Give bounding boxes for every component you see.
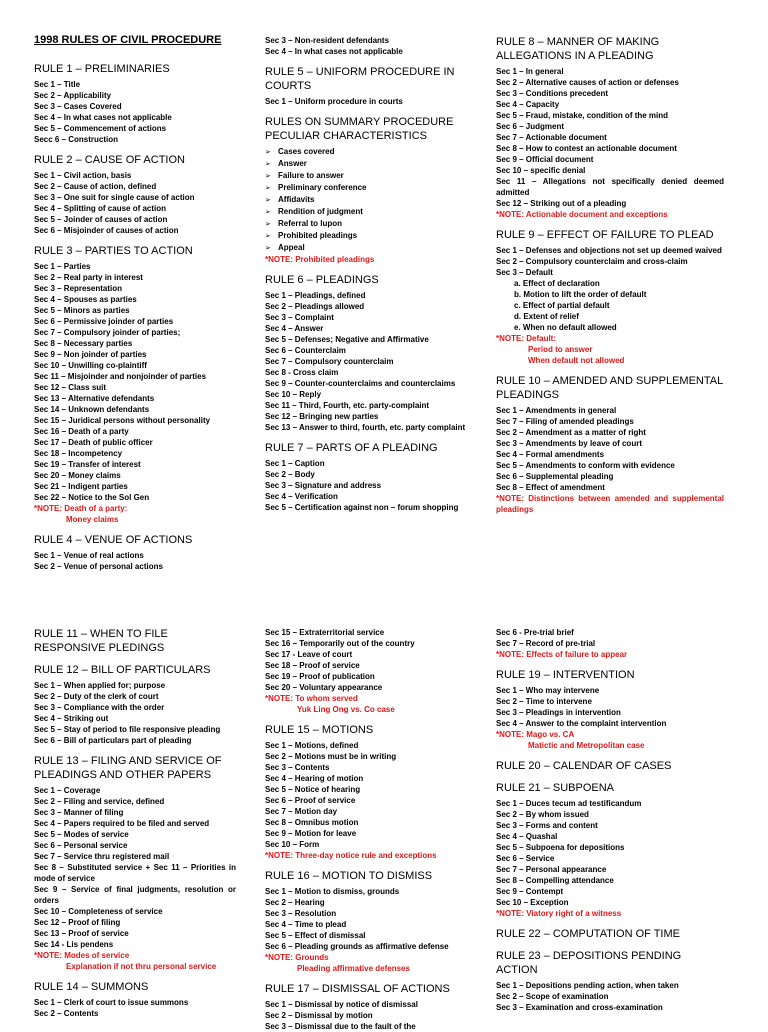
section-line: Sec 5 – Amendments to conform with evidence	[496, 461, 675, 470]
rule-heading: RULE 14 – SUMMONS	[34, 981, 149, 993]
note-line: Pleading affirmative defenses	[297, 964, 410, 973]
rule-section	[496, 228, 724, 366]
section-list	[34, 997, 236, 1019]
section-line: Sec 5 – Joinder of causes of action	[34, 215, 168, 224]
note-line: *NOTE: Default:	[496, 334, 556, 343]
section-line: Sec 3 – Cases Covered	[34, 102, 122, 111]
section-line: Sec 7 – Compulsory joinder of parties;	[34, 328, 181, 337]
section-line: Sec 16 – Temporarily out of the country	[265, 639, 415, 648]
section-line: Sec 12 – Class suit	[34, 383, 107, 392]
section-line: Sec 8 – Omnibus motion	[265, 818, 359, 827]
section-line: Sec 15 – Extraterritorial service	[265, 628, 385, 637]
rule-section	[496, 668, 724, 751]
section-line: Sec 19 – Transfer of interest	[34, 460, 141, 469]
note-line: *NOTE: Mago vs. CA	[496, 730, 575, 739]
section-list	[34, 170, 236, 236]
section-line: Sec 9 – Contempt	[496, 887, 564, 896]
section-line: Sec 5 – Effect of dismissal	[265, 931, 366, 940]
section-line: Sec 1 – Pleadings, defined	[265, 291, 366, 300]
section-line: Sec 2 – Cause of action, defined	[34, 182, 157, 191]
section-line: Sec 9 – Non joinder of parties	[34, 350, 147, 359]
section-line: Sec 3 – Amendments by leave of court	[496, 439, 642, 448]
section-line: d. Extent of relief	[514, 312, 579, 321]
section-line: Sec 3 – Pleadings in intervention	[496, 708, 621, 717]
rule-heading: RULE 1 – PRELIMINARIES	[34, 63, 170, 75]
section-line: Sec 5 – Fraud, mistake, condition of the mind	[496, 111, 669, 120]
section-line: Sec 10 – Exception	[496, 898, 569, 907]
rule-section	[34, 533, 236, 572]
section-line: Sec 1 – Dismissal by notice of dismissal	[265, 1000, 418, 1009]
section-line: Sec 4 – Time to plead	[265, 920, 347, 929]
section-line: Sec 3 – Signature and address	[265, 481, 382, 490]
section-line: Sec 9 – Service of final judgments, resolution or orders	[34, 885, 236, 905]
rule-section	[34, 754, 236, 972]
section-line: Sec 2 – Applicability	[34, 91, 112, 100]
bottom-column-2	[244, 575, 488, 1031]
rule-heading: RULE 23 – DEPOSITIONS PENDING ACTION	[496, 950, 682, 976]
rule-heading: RULE 21 – SUBPOENA	[496, 782, 614, 794]
section-line: Sec 2 – Alternative causes of action or defenses	[496, 78, 679, 87]
section-line: Sec 16 – Death of a party	[34, 427, 129, 436]
bullet-item: ➢ Cases covered	[265, 146, 480, 158]
section-line: Sec 8 – Necessary parties	[34, 339, 133, 348]
section-line: Sec 10 – Reply	[265, 390, 322, 399]
section-line: Sec 6 - Pre-trial brief	[496, 628, 574, 637]
section-line: Sec 4 – Striking out	[34, 714, 109, 723]
rule-section	[34, 244, 236, 525]
section-line: Sec 6 – Bill of particulars part of pleading	[34, 736, 192, 745]
section-line: c. Effect of partial default	[514, 301, 610, 310]
top-column-2	[244, 0, 488, 575]
section-line: Sec 1 – Venue of real actions	[34, 551, 144, 560]
section-line: Sec 5 – Stay of period to file responsive pleading	[34, 725, 221, 734]
bullet-item: ➢ Failure to answer	[265, 170, 480, 182]
section-list	[265, 35, 480, 57]
section-line: b. Motion to lift the order of default	[514, 290, 647, 299]
section-line: Sec 9 – Counter-counterclaims and counterclaims	[265, 379, 456, 388]
rule-heading: RULE 22 – COMPUTATION OF TIME	[496, 928, 680, 940]
section-line: Sec 13 – Alternative defendants	[34, 394, 155, 403]
section-line: Sec 4 – Hearing of motion	[265, 774, 364, 783]
section-line: Sec 3 – Complaint	[265, 313, 334, 322]
section-line: Sec 20 – Money claims	[34, 471, 121, 480]
section-list	[496, 798, 724, 919]
section-line: Sec 3 – Dismissal due to the fault of the	[265, 1022, 416, 1031]
note-line: *NOTE: Viatory right of a witness	[496, 909, 622, 918]
note-line: *NOTE: Actionable document and exceptions	[496, 210, 668, 219]
rule-heading: RULE 13 – FILING AND SERVICE OF PLEADINGS AND OTHER PAPERS	[34, 755, 222, 781]
section-line: Sec 4 – Spouses as parties	[34, 295, 137, 304]
section-line: Sec 1 – Depositions pending action, when taken	[496, 981, 679, 990]
section-line: Sec 11 – Allegations not specifically denied deemed admitted	[496, 177, 724, 197]
rule-heading: RULE 20 – CALENDAR OF CASES	[496, 760, 672, 772]
rule-section	[496, 781, 724, 919]
section-line: Sec 2 – Venue of personal actions	[34, 562, 163, 571]
rule-section	[265, 115, 480, 265]
section-line: Sec 4 – Papers required to be filed and served	[34, 819, 210, 828]
section-line: Sec 2 – Hearing	[265, 898, 325, 907]
section-line: Sec 8 - Cross claim	[265, 368, 339, 377]
section-line: Sec 4 – Answer to the complaint intervention	[496, 719, 667, 728]
section-list	[265, 146, 480, 265]
section-line: Sec 4 – Capacity	[496, 100, 560, 109]
bullet-item: ➢ Rendition of judgment	[265, 206, 480, 218]
section-line: Sec 1 – Who may intervene	[496, 686, 600, 695]
document-title: 1998 RULES OF CIVIL PROCEDURE	[34, 34, 222, 46]
section-line: Sec 10 – Form	[265, 840, 320, 849]
rule-heading: RULE 5 – UNIFORM PROCEDURE IN COURTS	[265, 66, 455, 92]
note-line: *NOTE: Effects of failure to appear	[496, 650, 628, 659]
section-line: Sec 14 – Unknown defendants	[34, 405, 150, 414]
section-list	[265, 96, 480, 107]
section-list	[34, 550, 236, 572]
rule-section	[265, 869, 480, 974]
rule-section	[496, 35, 724, 220]
rule-section	[496, 627, 724, 660]
section-line: Sec 2 – Time to intervene	[496, 697, 592, 706]
rule-section	[265, 627, 480, 715]
rule-section	[496, 949, 724, 1013]
note-line: Matictic and Metropolitan case	[528, 741, 645, 750]
note-line: When default not allowed	[528, 356, 625, 365]
rule-section	[265, 65, 480, 107]
rule-section	[34, 663, 236, 746]
section-line: Sec 2 – Real party in interest	[34, 273, 143, 282]
section-line: Sec 6 – Personal service	[34, 841, 128, 850]
section-line: Sec 13 – Answer to third, fourth, etc. party complaint	[265, 423, 466, 432]
section-line: Sec 21 – Indigent parties	[34, 482, 128, 491]
section-list	[265, 627, 480, 715]
bullet-item: ➢ Referral to lupon	[265, 218, 480, 230]
section-line: Sec 6 – Counterclaim	[265, 346, 346, 355]
section-line: Sec 1 – Parties	[34, 262, 91, 271]
section-line: Sec 4 – In what cases not applicable	[265, 47, 403, 56]
section-line: Sec 11 – Misjoinder and nonjoinder of parties	[34, 372, 207, 381]
bullet-item: ➢ Appeal	[265, 242, 480, 254]
bullet-item: ➢ Affidavits	[265, 194, 480, 206]
section-line: Sec 1 – Coverage	[34, 786, 101, 795]
section-line: Sec 7 – Motion day	[265, 807, 338, 816]
section-line: Sec 1 – Duces tecum ad testificandum	[496, 799, 642, 808]
section-list	[34, 261, 236, 525]
section-line: Sec 4 – Answer	[265, 324, 324, 333]
rule-heading: RULE 15 – MOTIONS	[265, 724, 374, 736]
section-line: Sec 7 – Personal appearance	[496, 865, 607, 874]
note-line: *NOTE: Prohibited pleadings	[265, 255, 375, 264]
section-line: Sec 12 – Bringing new parties	[265, 412, 379, 421]
section-line: Sec 8 – Effect of amendment	[496, 483, 605, 492]
section-line: Sec 5 – Certification against non – forum shopping	[265, 503, 459, 512]
section-line: Sec 2 – Duty of the clerk of court	[34, 692, 159, 701]
rule-section	[496, 759, 724, 773]
note-line: *NOTE: To whom served	[265, 694, 358, 703]
top-column-3	[488, 0, 732, 575]
section-line: Sec 6 – Service	[496, 854, 555, 863]
note-line: *NOTE: Grounds	[265, 953, 329, 962]
section-line: Sec 10 – specific denial	[496, 166, 586, 175]
rule-section	[265, 982, 480, 1032]
rule-heading: RULE 16 – MOTION TO DISMISS	[265, 870, 433, 882]
section-line: Sec 7 – Service thru registered mail	[34, 852, 170, 861]
section-line: Sec 1 – In general	[496, 67, 564, 76]
section-line: Sec 3 – One suit for single cause of action	[34, 193, 195, 202]
note-line: Yuk Ling Ong vs. Co case	[297, 705, 395, 714]
rule-heading: RULE 2 – CAUSE OF ACTION	[34, 154, 185, 166]
rule-section	[496, 374, 724, 515]
section-line: Sec 3 – Examination and cross-examination	[496, 1003, 663, 1012]
section-list	[265, 740, 480, 861]
section-line: Sec 14 - Lis pendens	[34, 940, 114, 949]
section-line: Sec 3 – Forms and content	[496, 821, 598, 830]
section-line: Sec 6 – Supplemental pleading	[496, 472, 614, 481]
section-list	[496, 66, 724, 220]
section-line: Sec 19 – Proof of publication	[265, 672, 375, 681]
rule-section	[265, 441, 480, 513]
section-line: e. When no default allowed	[514, 323, 617, 332]
section-line: Sec 3 – Representation	[34, 284, 123, 293]
section-line: Sec 1 – Uniform procedure in courts	[265, 97, 403, 106]
section-line: Sec 15 – Juridical persons without personality	[34, 416, 211, 425]
rule-section	[496, 927, 724, 941]
rule-heading: RULES ON SUMMARY PROCEDURE PECULIAR CHARACTERISTICS	[265, 116, 454, 142]
bullet-item: ➢ Answer	[265, 158, 480, 170]
section-list	[265, 999, 480, 1032]
section-line: Sec 4 – Formal amendments	[496, 450, 605, 459]
section-line: Sec 1 – Defenses and objections not set up deemed waived	[496, 246, 722, 255]
section-line: Sec 9 – Official document	[496, 155, 594, 164]
bottom-columns	[0, 575, 768, 1031]
section-line: Sec 2 – By whom issued	[496, 810, 589, 819]
note-line: *NOTE: Death of a party:	[34, 504, 128, 513]
section-line: Sec 2 – Scope of examination	[496, 992, 609, 1001]
section-list	[496, 685, 724, 751]
section-line: Sec 6 – Judgment	[496, 122, 565, 131]
section-line: Sec 2 – Amendment as a matter of right	[496, 428, 646, 437]
section-line: Sec 6 – Pleading grounds as affirmative defense	[265, 942, 449, 951]
rule-heading: RULE 11 – WHEN TO FILE RESPONSIVE PLEDINGS	[34, 628, 168, 654]
section-line: a. Effect of declaration	[514, 279, 600, 288]
section-line: Sec 2 – Body	[265, 470, 315, 479]
section-line: Sec 5 – Minors as parties	[34, 306, 130, 315]
section-line: Sec 17 - Leave of court	[265, 650, 353, 659]
section-line: Sec 3 – Default	[496, 268, 553, 277]
section-list	[34, 680, 236, 746]
section-line: Sec 2 – Motions must be in writing	[265, 752, 397, 761]
section-list	[496, 245, 724, 366]
section-line: Sec 12 – Striking out of a pleading	[496, 199, 627, 208]
section-line: Sec 22 – Notice to the Sol Gen	[34, 493, 150, 502]
section-line: Sec 2 – Pleadings allowed	[265, 302, 365, 311]
section-line: Sec 3 – Compliance with the order	[34, 703, 165, 712]
section-line: Sec 1 – When applied for; purpose	[34, 681, 166, 690]
section-list	[265, 886, 480, 974]
section-list	[496, 627, 724, 660]
section-line: Sec 3 – Manner of filing	[34, 808, 124, 817]
section-list	[496, 980, 724, 1013]
rule-section	[265, 273, 480, 433]
note-line: Period to answer	[528, 345, 593, 354]
section-line: Sec 1 – Title	[34, 80, 81, 89]
rule-heading: RULE 7 – PARTS OF A PLEADING	[265, 442, 438, 454]
rule-heading: RULE 3 – PARTIES TO ACTION	[34, 245, 193, 257]
section-line: Sec 11 – Third, Fourth, etc. party-complaint	[265, 401, 430, 410]
bottom-column-3	[488, 575, 732, 1024]
section-line: Sec 2 – Filing and service, defined	[34, 797, 165, 806]
section-line: Sec 9 – Motion for leave	[265, 829, 357, 838]
section-line: Sec 18 – Proof of service	[265, 661, 360, 670]
section-line: Sec 2 – Compulsory counterclaim and cross-claim	[496, 257, 688, 266]
note-line: Explanation if not thru personal service	[66, 962, 217, 971]
section-list	[34, 79, 236, 145]
section-line: Sec 1 – Motion to dismiss, grounds	[265, 887, 400, 896]
section-line: Sec 18 – Incompetency	[34, 449, 123, 458]
section-line: Sec 5 – Subpoena for depositions	[496, 843, 625, 852]
section-line: Sec 8 – Substituted service + Sec 11 – Priorities in mode of service	[34, 863, 236, 883]
section-line: Sec 1 – Caption	[265, 459, 325, 468]
section-line: Sec 12 – Proof of filing	[34, 918, 121, 927]
section-line: Sec 13 – Proof of service	[34, 929, 129, 938]
section-line: Sec 4 – In what cases not applicable	[34, 113, 172, 122]
rule-section	[34, 153, 236, 236]
bullet-item: ➢ Preliminary conference	[265, 182, 480, 194]
section-list	[496, 405, 724, 515]
top-column-1	[0, 0, 244, 575]
rule-section	[265, 35, 480, 57]
section-line: Secc 6 – Construction	[34, 135, 119, 144]
section-line: Sec 1 – Motions, defined	[265, 741, 359, 750]
rule-heading: RULE 6 – PLEADINGS	[265, 274, 379, 286]
section-line: Sec 5 – Defenses; Negative and Affirmative	[265, 335, 429, 344]
section-line: Sec 2 – Dismissal by motion	[265, 1011, 373, 1020]
section-line: Sec 5 – Modes of service	[34, 830, 129, 839]
bullet-item: ➢ Prohibited pleadings	[265, 230, 480, 242]
section-list	[265, 290, 480, 433]
section-line: Sec 3 – Conditions precedent	[496, 89, 609, 98]
rule-heading: RULE 10 – AMENDED AND SUPPLEMENTAL PLEADINGS	[496, 375, 723, 401]
section-line: Sec 7 – Filing of amended pleadings	[496, 417, 634, 426]
section-line: Sec 3 – Resolution	[265, 909, 337, 918]
section-line: Sec 17 – Death of public officer	[34, 438, 153, 447]
rule-section	[34, 627, 236, 655]
section-line: Sec 10 – Completeness of service	[34, 907, 163, 916]
section-line: Sec 1 – Clerk of court to issue summons	[34, 998, 189, 1007]
section-line: Sec 2 – Contents	[34, 1009, 99, 1018]
rule-heading: RULE 17 – DISMISSAL OF ACTIONS	[265, 983, 450, 995]
section-line: Sec 5 – Commencement of actions	[34, 124, 167, 133]
section-line: Sec 6 – Permissive joinder of parties	[34, 317, 174, 326]
section-line: Sec 20 – Voluntary appearance	[265, 683, 383, 692]
section-line: Sec 5 – Notice of hearing	[265, 785, 361, 794]
rule-heading: RULE 12 – BILL OF PARTICULARS	[34, 664, 211, 676]
note-line: *NOTE: Modes of service	[34, 951, 130, 960]
section-line: Sec 1 – Amendments in general	[496, 406, 617, 415]
rule-section	[34, 62, 236, 145]
section-line: Sec 8 – Compelling attendance	[496, 876, 614, 885]
section-line: Sec 4 – Splitting of cause of action	[34, 204, 167, 213]
section-list	[34, 785, 236, 972]
note-line: *NOTE: Three-day notice rule and exceptions	[265, 851, 437, 860]
section-line: Sec 7 – Actionable document	[496, 133, 607, 142]
rule-heading: RULE 19 – INTERVENTION	[496, 669, 635, 681]
section-line: Sec 10 – Unwilling co-plaintiff	[34, 361, 147, 370]
page-bottom-half	[0, 575, 768, 1031]
section-line: Sec 6 – Proof of service	[265, 796, 356, 805]
rule-heading: RULE 9 – EFFECT OF FAILURE TO PLEAD	[496, 229, 714, 241]
section-line: Sec 7 – Record of pre-trial	[496, 639, 596, 648]
rule-section	[265, 723, 480, 861]
section-line: Sec 4 – Verification	[265, 492, 338, 501]
section-list	[265, 458, 480, 513]
section-line: Sec 4 – Quashal	[496, 832, 558, 841]
section-line: Sec 7 – Compulsory counterclaim	[265, 357, 394, 366]
bottom-column-1	[0, 575, 244, 1024]
section-line: Sec 1 – Civil action, basis	[34, 171, 132, 180]
section-line: Sec 6 – Misjoinder of causes of action	[34, 226, 179, 235]
rule-section	[34, 980, 236, 1019]
section-line: Sec 3 – Non-resident defendants	[265, 36, 390, 45]
section-line: Sec 3 – Contents	[265, 763, 330, 772]
rule-heading: RULE 8 – MANNER OF MAKING ALLEGATIONS IN A PLEADING	[496, 36, 660, 62]
section-line: Sec 8 – How to contest an actionable document	[496, 144, 677, 153]
note-line: Money claims	[66, 515, 119, 524]
note-line: *NOTE: Distinctions between amended and supplemental pleadings	[496, 494, 724, 514]
rule-heading: RULE 4 – VENUE OF ACTIONS	[34, 534, 193, 546]
